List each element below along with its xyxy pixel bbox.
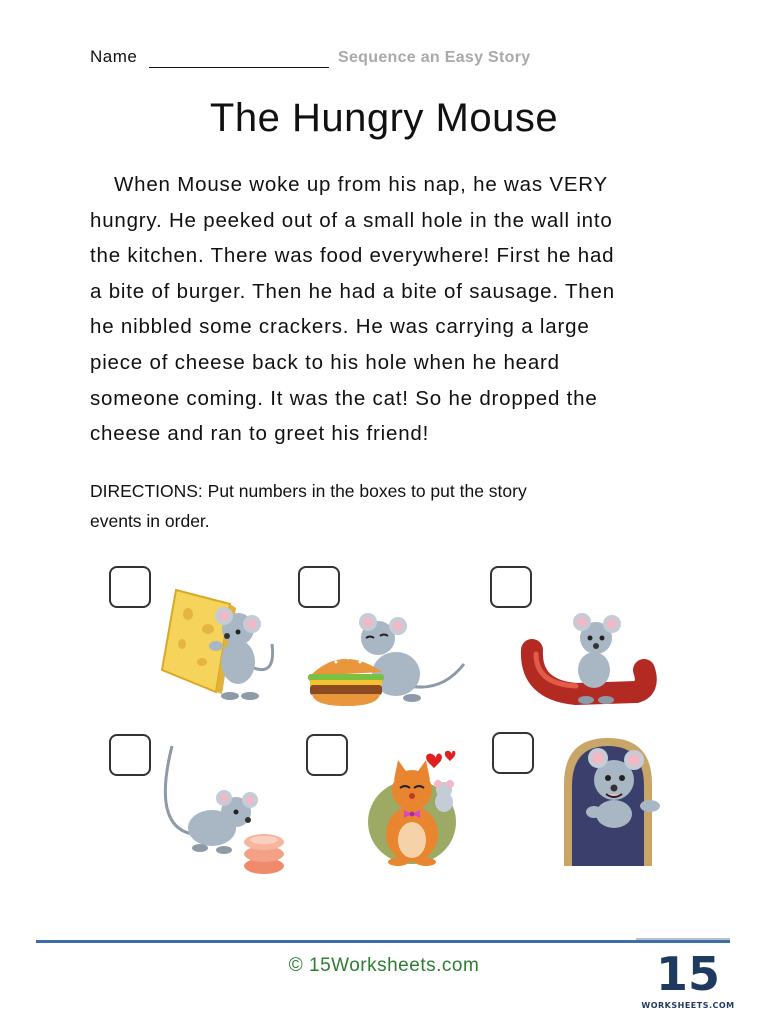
answer-box-4[interactable] [109, 734, 151, 776]
mouse-with-crackers-picture [152, 740, 288, 878]
footer-copyright: © 15Worksheets.com [288, 955, 480, 976]
answer-box-2[interactable] [298, 566, 340, 608]
story-line: he nibbled some crackers. He was carrying a large [90, 315, 590, 339]
page-title: The Hungry Mouse [209, 96, 559, 140]
cat-with-mouse-picture [364, 740, 474, 868]
story-line: someone coming. It was the cat! So he dropped the [90, 386, 598, 410]
story-line: piece of cheese back to his hole when he heard [90, 350, 560, 374]
directions [90, 476, 650, 536]
answer-box-3[interactable] [490, 566, 532, 608]
svg-text:15: 15 [655, 947, 721, 1001]
15worksheets-logo [641, 947, 735, 1012]
story-line: When Mouse woke up from his nap, he was VERY [114, 173, 609, 196]
directions-line: DIRECTIONS: Put numbers in the boxes to put the story [90, 481, 527, 501]
directions-line: events in order. [90, 511, 210, 531]
answer-box-6[interactable] [492, 732, 534, 774]
name-write-line[interactable] [149, 67, 329, 68]
footer-rule [36, 940, 730, 943]
answer-box-5[interactable] [306, 734, 348, 776]
worksheet-subtitle: Sequence an Easy Story [338, 49, 531, 66]
mouse-with-cheese-picture [158, 584, 282, 704]
story-paragraph [90, 167, 690, 452]
story-line: a bite of burger. Then he had a bite of sausage. Then [90, 279, 615, 303]
story-line: the kitchen. There was food everywhere! First he had [90, 244, 615, 268]
name-label: Name [90, 47, 138, 66]
story-line: cheese and ran to greet his friend! [90, 422, 430, 446]
story-line: hungry. He peeked out of a small hole in the wall into [90, 208, 613, 232]
answer-box-1[interactable] [109, 566, 151, 608]
mouse-with-burger-picture [302, 606, 468, 716]
mouse-in-hole-picture [558, 734, 668, 870]
mouse-with-sausage-picture [526, 610, 650, 706]
svg-text:WORKSHEETS.COM: WORKSHEETS.COM [641, 1001, 735, 1010]
